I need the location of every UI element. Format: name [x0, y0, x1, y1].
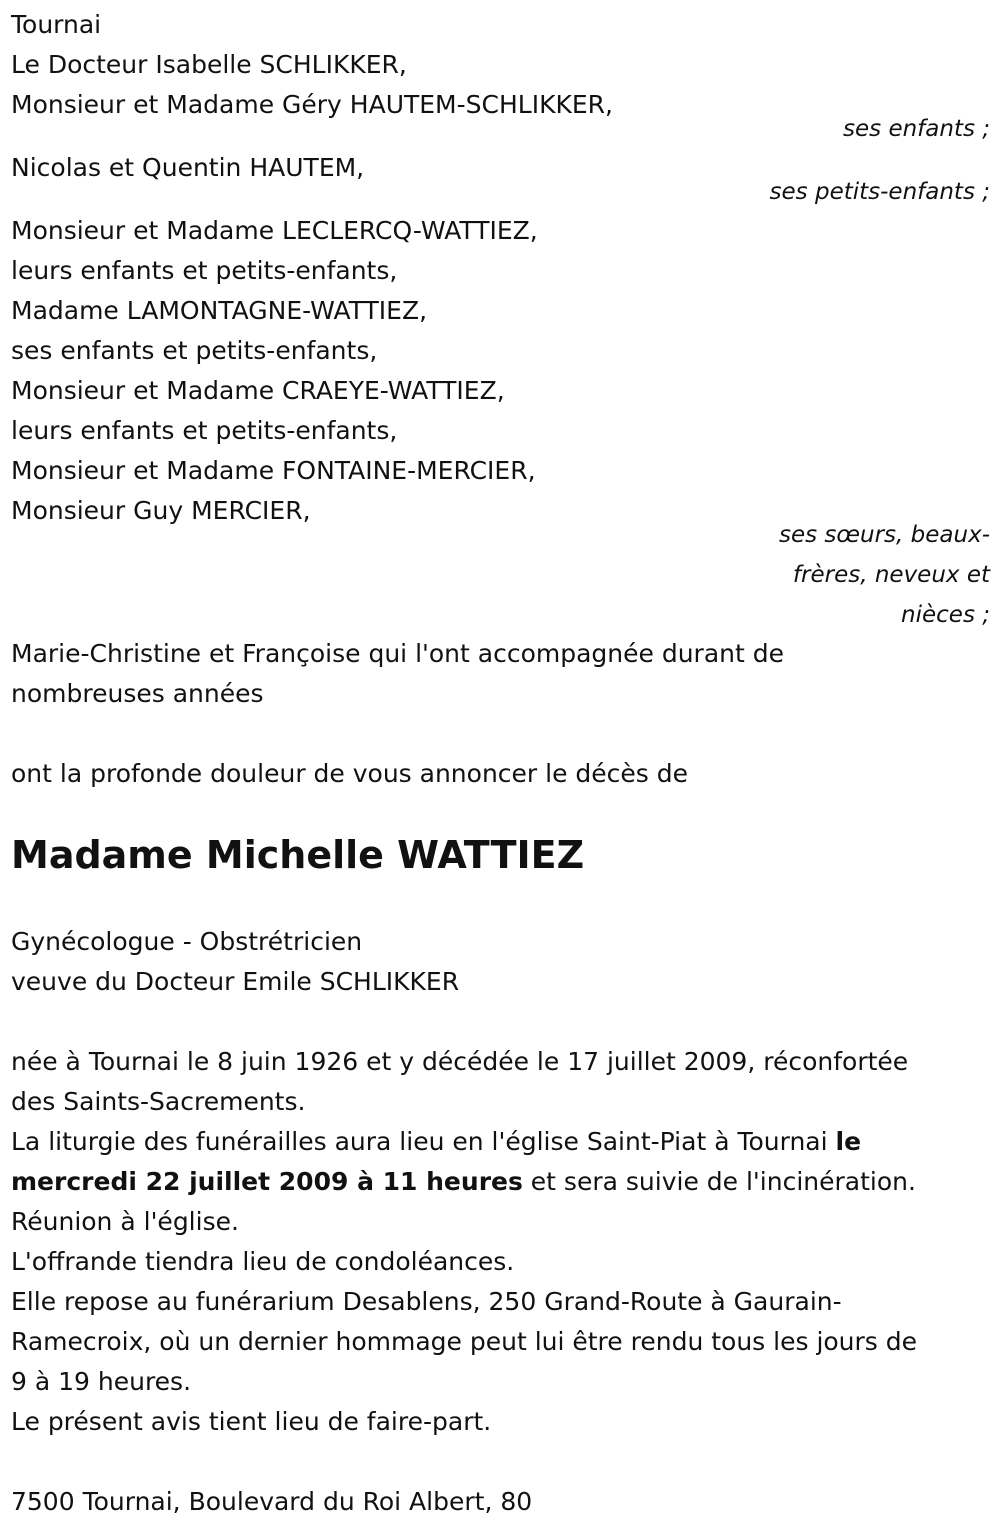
widow-of: veuve du Docteur Emile SCHLIKKER [11, 967, 460, 996]
child-2: Monsieur et Madame Géry HAUTEM-SCHLIKKER, [11, 90, 613, 119]
liturgy-text: et sera suivie de l'incinération. [522, 1167, 916, 1196]
sibling-line: Madame LAMONTAGNE-WATTIEZ, [11, 296, 428, 325]
caregivers-line: Marie-Christine et Françoise qui l'ont accompagnée durant de [11, 639, 784, 668]
sibling-line: Monsieur Guy MERCIER, [11, 496, 311, 525]
sibling-line: leurs enfants et petits-enfants, [11, 256, 398, 285]
grandchildren: Nicolas et Quentin HAUTEM, [11, 153, 365, 182]
liturgy-text: La liturgie des funérailles aura lieu en l'église Saint-Piat à Tournai [11, 1127, 836, 1156]
liturgy-date: mercredi 22 juillet 2009 à 11 heures [11, 1167, 523, 1196]
child-1: Le Docteur Isabelle SCHLIKKER, [11, 50, 407, 79]
rest-line: Ramecroix, où un dernier hommage peut lui être rendu tous les jours de [11, 1327, 918, 1356]
rest-line: Elle repose au funérarium Desablens, 250 Grand-Route à Gaurain- [11, 1287, 842, 1316]
profession: Gynécologue - Obstrétricien [11, 927, 363, 956]
sibling-line: Monsieur et Madame LECLERCQ-WATTIEZ, [11, 216, 538, 245]
grandchildren-label: ses petits-enfants ; [769, 179, 990, 205]
sibling-line: Monsieur et Madame FONTAINE-MERCIER, [11, 456, 536, 485]
city: Tournai [11, 10, 102, 39]
deceased-name: Madame Michelle WATTIEZ [11, 833, 585, 877]
sibling-line: Monsieur et Madame CRAEYE-WATTIEZ, [11, 376, 505, 405]
liturgy-date: le [835, 1127, 862, 1156]
rest-line: 9 à 19 heures. [11, 1367, 192, 1396]
liturgy-line-2 [11, 1162, 916, 1202]
notice: Le présent avis tient lieu de faire-part. [11, 1407, 492, 1436]
offering: L'offrande tiendra lieu de condoléances. [11, 1247, 515, 1276]
birth-death: née à Tournai le 8 juin 1926 et y décédée le 17 juillet 2009, réconfortée [11, 1047, 909, 1076]
siblings-label: ses sœurs, beaux- [778, 522, 990, 548]
meeting: Réunion à l'église. [11, 1207, 239, 1236]
sacraments: des Saints-Sacrements. [11, 1087, 306, 1116]
sibling-line: leurs enfants et petits-enfants, [11, 416, 398, 445]
announcement: ont la profonde douleur de vous annoncer le décès de [11, 759, 689, 788]
siblings-label: nièces ; [901, 602, 990, 628]
address: 7500 Tournai, Boulevard du Roi Albert, 80 [11, 1487, 533, 1516]
liturgy-line-1 [11, 1122, 861, 1162]
children-label: ses enfants ; [843, 116, 990, 142]
caregivers-line: nombreuses années [11, 679, 264, 708]
siblings-label: frères, neveux et [792, 562, 990, 588]
sibling-line: ses enfants et petits-enfants, [11, 336, 378, 365]
